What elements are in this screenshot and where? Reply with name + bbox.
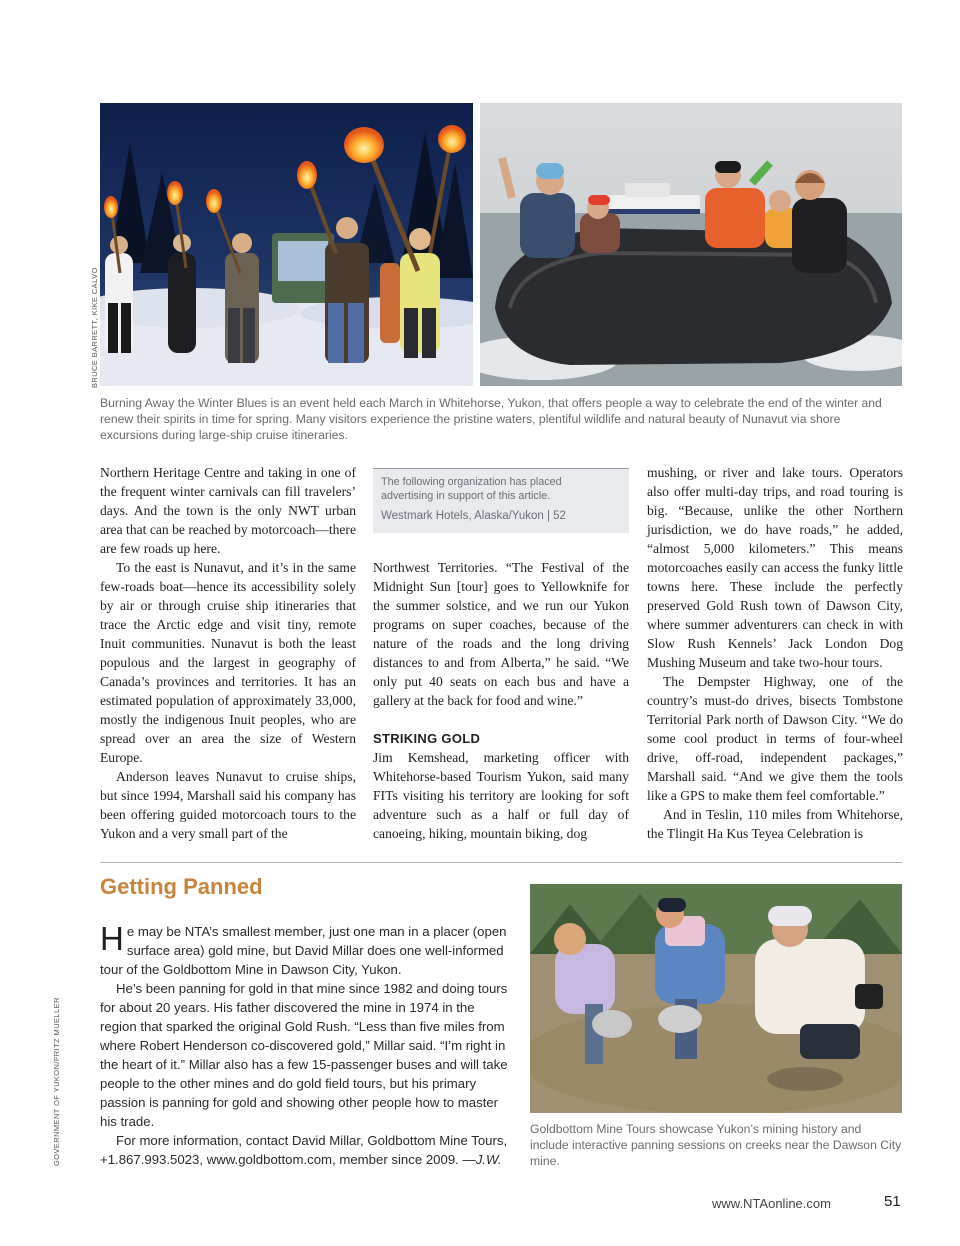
article-paragraph: Jim Kemshead, marketing officer with Whitehorse-based Tourism Yukon, said many FITs visiting his territory are looking for soft adventure such as a half or full day of canoeing, hiking, mountain biking, dog [373,750,629,841]
section-divider [100,862,902,863]
sidebar-paragraph: For more information, contact David Millar, Goldbottom Mine Tours, +1.867.993.5023, www.goldbottom.com, member since 2009. —J.W. [100,1133,508,1167]
article-column-2 [373,558,629,843]
sidebar-paragraph: He may be NTA’s smallest member, just one man in a placer (open surface area) gold mine, but David Millar does one well-informed tour of the Goldbottom Mine in Dawson City, Yukon. [100,920,507,977]
article-paragraph: Northern Heritage Centre and taking in one of the frequent winter carnivals can fill travelers’ days. And the town is the only NWT urban area that can be reached by motorcoach—there are few roads up here. [100,465,356,556]
sidebar-body [100,922,514,1169]
advertiser-box [373,468,629,533]
article-paragraph: And in Teslin, 110 miles from Whitehorse, the Tlingit Ha Kus Teyea Celebration is [647,807,903,841]
top-photo-caption: Burning Away the Winter Blues is an event held each March in Whitehorse, Yukon, that offers people a way to celebrate the end of the winter and renew their spirits in time for spring. Many visitors experience the pristine waters, plentiful wildlife and natural beauty of Nunavut via shore excursions during large-ship cruise itineraries. [100,396,882,442]
photo-credit-bottom: GOVERNMENT OF YUKON/FRITZ MUELLER [52,997,61,1166]
article-column-3 [647,463,903,843]
drop-cap: H [100,920,124,957]
page-number: 51 [884,1193,901,1210]
article-paragraph: mushing, or river and lake tours. Operators also offer multi-day trips, and road touring is big. “Because, unlike the other Northern jurisdiction, we do have roads,” he added, “almost 5,000 kilometers.” This means motorcoaches easily can access the funky little towns here. These include the perfectly preserved Gold Rush town of Dawson City, where summer adventurers can check in with Slow Rush Kennels’ Jack London Dog Mushing Museum and take two-hour tours. [647,465,903,670]
article-paragraph: Anderson leaves Nunavut to cruise ships, but since 1994, Marshall said his company has been offering guided motorcoach tours to the Yukon and a very small part of the [100,769,356,841]
advertiser-link[interactable]: Westmark Hotels, Alaska/Yukon | 52 [381,510,566,522]
article-paragraph: To the east is Nunavut, and it’s in the same few-roads boat—hence its accessibility solely by air or through cruise ship itineraries that trace the Arctic edge and visit tiny, remote Inuit communities. Nunavut is both the least populous and the largest in geography of Canada’s provinces and territories. It has an estimated population of approximately 33,000, mostly the indigenous Inuit peoples, who are spread over an area the size of Western Europe. [100,560,356,765]
article-column-1 [100,463,356,843]
photo-credit-top: BRUCE BARRETT, KIKE CALVO [90,267,99,388]
gold-panning-photo [530,884,902,1113]
article-paragraph: Northwest Territories. “The Festival of the Midnight Sun [tour] goes to Yellowknife for the summer solstice, and we run our Yukon programs on super coaches, because of the nature of the roads and the long driving distances to and from Alberta,” he said. “We only put 40 seats on each bus and have a gallery at the back for food and wine.” [373,560,629,708]
article-paragraph: The Dempster Highway, one of the country’s must-do drives, bisects Tombstone Territorial Park north of Dawson City. “We do some cool product in terms of four-wheel drive, off-road, independent packages,” Marshall said. “And we give them the tools like a GPS to make them feel comfortable.” [647,674,903,803]
sidebar-paragraph: He’s been panning for gold in that mine since 1982 and doing tours for about 20 years. His father discovered the mine in 1974 in the region that sparked the original Gold Rush. “Less than five miles from where Robert Henderson co-discovered gold,” Millar said. “I’m right in the heart of it.” Millar also has a few 15-passenger buses and will take people to the other mines and do gold field tours, but his primary passion is panning for gold and showing other people how to master his trade. [100,981,508,1129]
advertiser-intro: The following organization has placed advertising in support of this article. [381,476,562,502]
zodiac-boat-photo [480,103,902,386]
author-signoff: —J.W. [462,1152,502,1167]
sidebar-title: Getting Panned [100,874,263,899]
winter-torch-photo [100,103,473,386]
section-subhead: STRIKING GOLD [373,731,481,746]
footer-website[interactable]: www.NTAonline.com [712,1196,831,1211]
panning-photo-caption: Goldbottom Mine Tours showcase Yukon’s mining history and include interactive panning sessions on creeks near the Dawson City mine. [530,1122,902,1168]
